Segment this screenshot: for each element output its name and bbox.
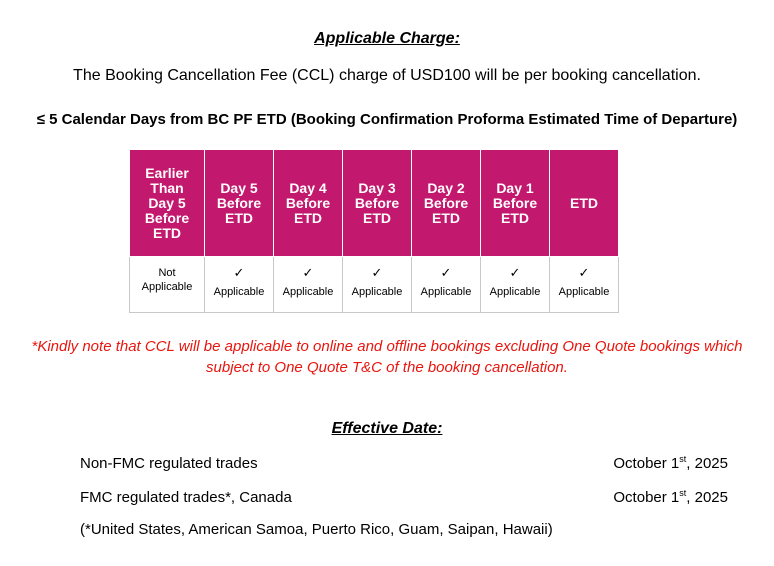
check-icon: ✓ (371, 265, 383, 280)
check-icon: ✓ (440, 265, 452, 280)
trade-label: FMC regulated trades*, Canada (80, 489, 292, 506)
check-icon: ✓ (578, 265, 590, 280)
cell-applicable-day2: ✓ Applicable (412, 257, 481, 313)
fmc-footnote: (*United States, American Samoa, Puerto Rico, Guam, Saipan, Hawaii) (80, 521, 553, 538)
trade-label: Non-FMC regulated trades (80, 455, 258, 472)
cell-not-applicable: Not Applicable (130, 257, 205, 313)
check-icon: ✓ (302, 265, 314, 280)
header-day5: Day 5 Before ETD (205, 150, 274, 257)
calendar-days-subheading: ≤ 5 Calendar Days from BC PF ETD (Booking Confirmation Proforma Estimated Time of Departure) (36, 111, 738, 128)
table-header-row (130, 150, 619, 257)
table-row (130, 257, 619, 313)
header-day3: Day 3 Before ETD (343, 150, 412, 257)
header-day4: Day 4 Before ETD (274, 150, 343, 257)
ccl-note: *Kindly note that CCL will be applicable to online and offline bookings excluding One Quote bookings which subject to One Quote T&C of the booking cancellation. (31, 338, 743, 376)
check-icon: ✓ (509, 265, 521, 280)
header-day2: Day 2 Before ETD (412, 150, 481, 257)
cell-applicable-etd: ✓ Applicable (550, 257, 619, 313)
cell-applicable-day3: ✓ Applicable (343, 257, 412, 313)
effective-row-non-fmc (80, 455, 728, 472)
effective-date: October 1st, 2025 (613, 488, 728, 506)
cell-applicable-day4: ✓ Applicable (274, 257, 343, 313)
cancellation-fee-table (129, 149, 619, 313)
header-day1: Day 1 Before ETD (481, 150, 550, 257)
effective-date: October 1st, 2025 (613, 454, 728, 472)
cell-applicable-day5: ✓ Applicable (205, 257, 274, 313)
effective-row-fmc (80, 489, 728, 506)
cell-applicable-day1: ✓ Applicable (481, 257, 550, 313)
effective-date-heading: Effective Date: (331, 420, 443, 437)
intro-text: The Booking Cancellation Fee (CCL) charge of USD100 will be per booking cancellation. (73, 67, 701, 84)
check-icon: ✓ (233, 265, 245, 280)
header-etd: ETD (550, 150, 619, 257)
applicable-charge-heading: Applicable Charge: (314, 30, 460, 47)
header-earlier-than-day5: Earlier Than Day 5 Before ETD (130, 150, 205, 257)
